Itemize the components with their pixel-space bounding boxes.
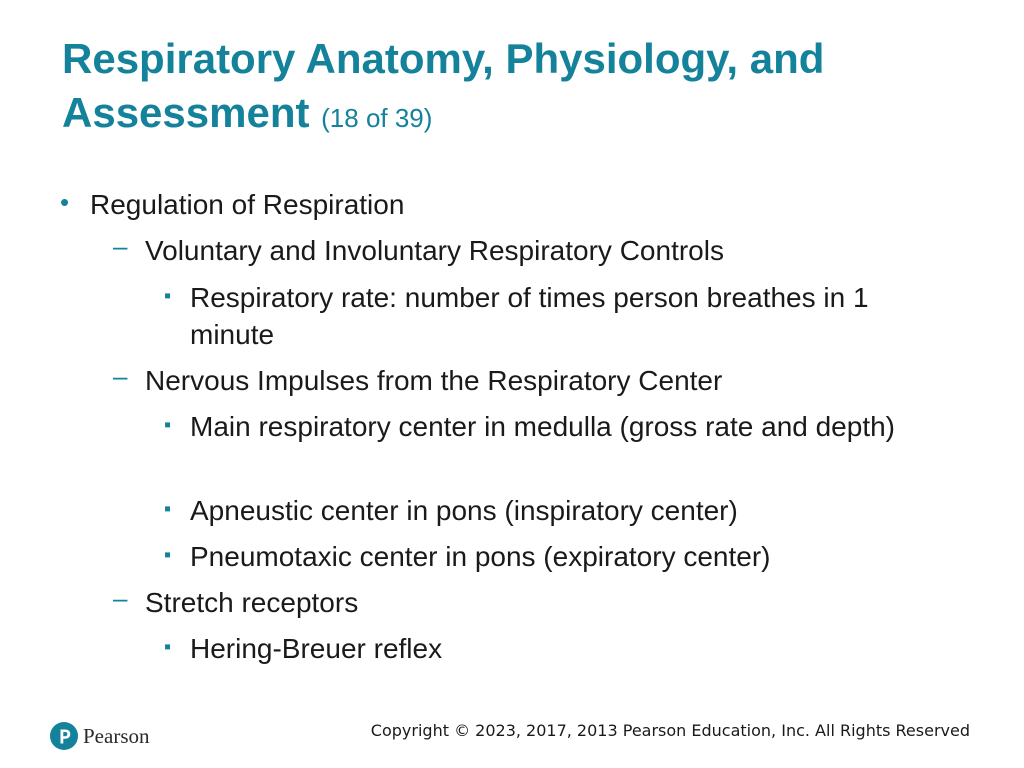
bullet-level2 bbox=[113, 361, 723, 399]
pearson-wordmark: Pearson bbox=[83, 723, 150, 748]
bullet-level3 bbox=[164, 408, 960, 445]
pearson-logo-icon bbox=[50, 722, 78, 750]
bullet-text: Voluntary and Involuntary Respiratory Controls bbox=[145, 235, 724, 266]
bullet-dash-icon: – bbox=[113, 231, 128, 261]
bullet-level3 bbox=[164, 538, 960, 575]
bullet-level2 bbox=[113, 231, 724, 269]
bullet-level2 bbox=[113, 583, 359, 621]
bullet-text: Respiratory rate: number of times person breathes in 1 minute bbox=[190, 282, 869, 350]
bullet-square-icon: ▪ bbox=[164, 636, 172, 658]
bullet-dash-icon: – bbox=[113, 361, 128, 391]
bullet-square-icon: ▪ bbox=[164, 544, 172, 566]
bullet-square-icon: ▪ bbox=[164, 498, 172, 520]
bullet-dash-icon: – bbox=[113, 583, 128, 613]
bullet-text: Main respiratory center in medulla (gross rate and depth) bbox=[190, 411, 896, 442]
slide-title-text: Respiratory Anatomy, Physiology, and Assessment bbox=[62, 35, 825, 136]
pearson-logo bbox=[50, 718, 150, 754]
bullet-text: Pneumotaxic center in pons (expiratory center) bbox=[190, 541, 771, 572]
bullet-level3 bbox=[164, 630, 960, 667]
bullet-level3 bbox=[164, 492, 960, 529]
bullet-level3 bbox=[164, 279, 960, 353]
slide-title bbox=[62, 32, 962, 145]
slide-counter: (18 of 39) bbox=[321, 103, 433, 133]
bullet-text: Regulation of Respiration bbox=[90, 189, 405, 220]
bullet-text: Stretch receptors bbox=[145, 587, 359, 618]
bullet-text: Hering-Breuer reflex bbox=[190, 633, 443, 664]
bullet-level1 bbox=[60, 186, 405, 223]
bullet-text: Nervous Impulses from the Respiratory Center bbox=[145, 365, 723, 396]
bullet-dot-icon: • bbox=[60, 187, 70, 217]
bullet-text: Apneustic center in pons (inspiratory center) bbox=[190, 495, 738, 526]
copyright-notice: Copyright © 2023, 2017, 2013 Pearson Education, Inc. All Rights Reserved bbox=[370, 721, 970, 740]
bullet-square-icon: ▪ bbox=[164, 285, 172, 307]
bullet-square-icon: ▪ bbox=[164, 414, 172, 436]
